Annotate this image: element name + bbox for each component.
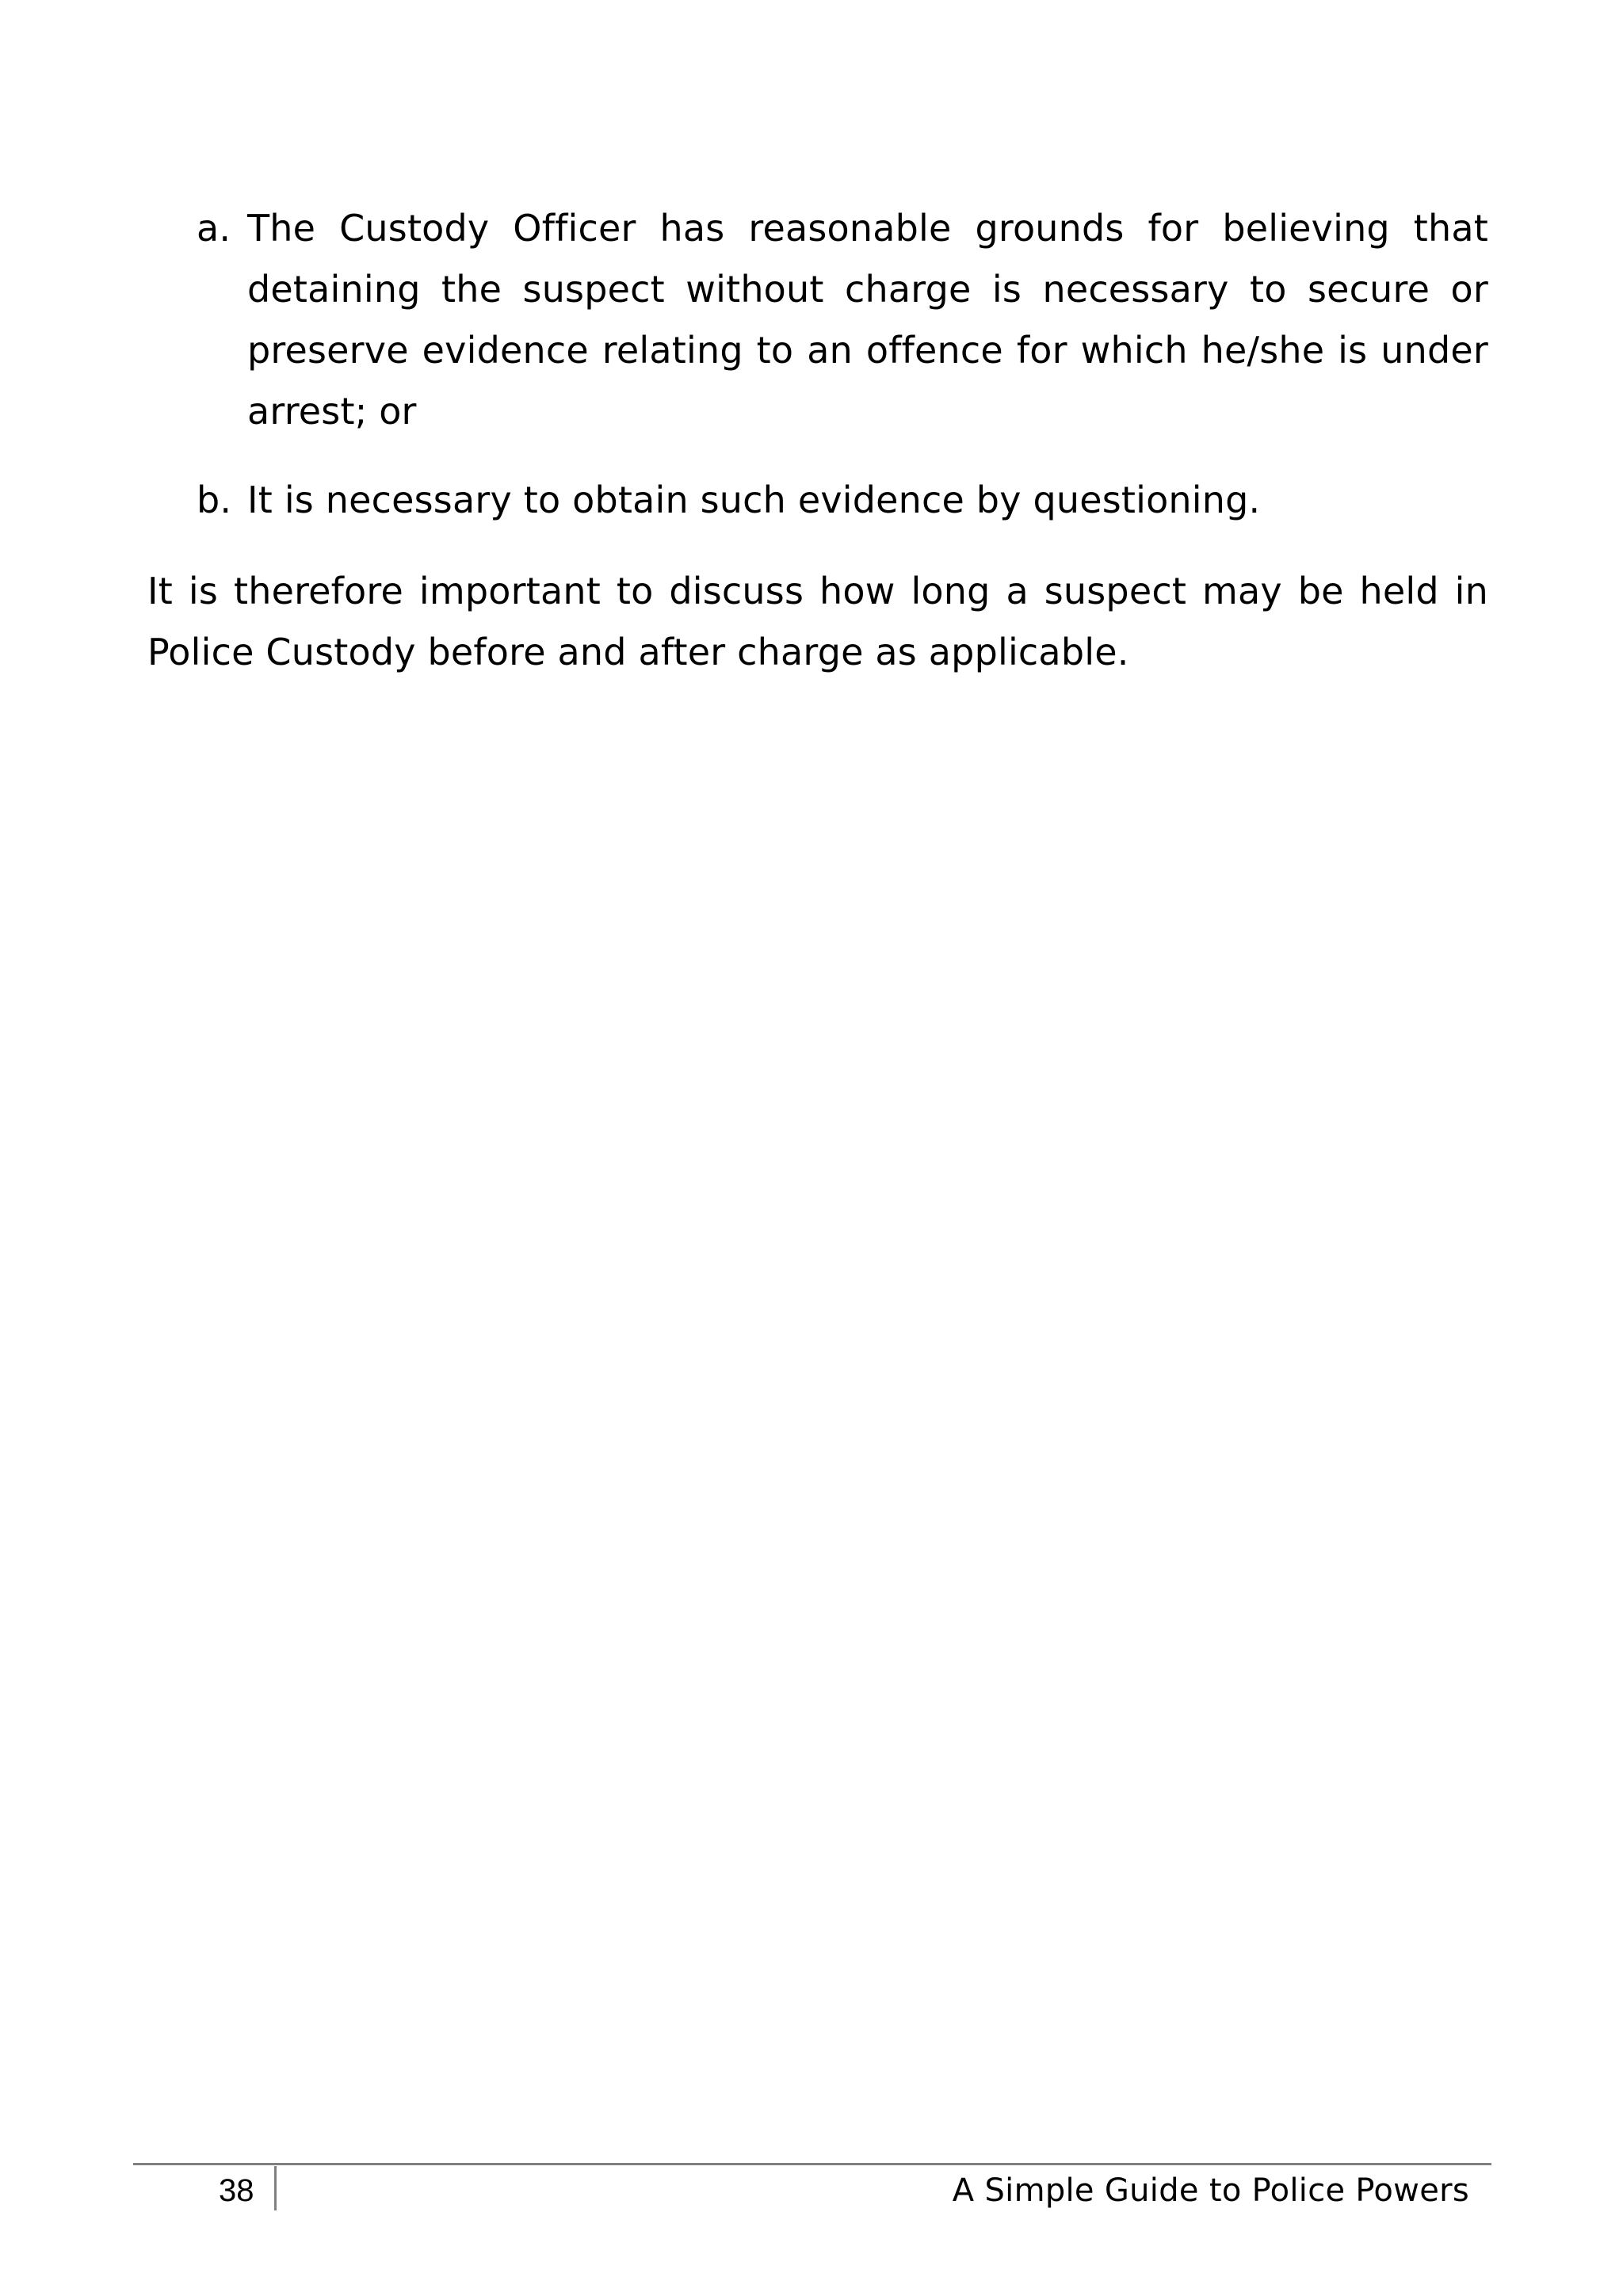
list-marker: b. [197, 479, 232, 521]
list-item [197, 198, 1488, 442]
footer-title: A Simple Guide to Police Powers [952, 2172, 1469, 2209]
page-number: 38 [219, 2173, 254, 2208]
body-paragraph: It is therefore important to discuss how long a suspect may be held in Police Custody before and after charge as applicable. [147, 570, 1488, 673]
list-item-text: It is necessary to obtain such evidence by questioning. [247, 479, 1261, 521]
list-marker: a. [197, 207, 231, 250]
footer-rule [133, 2163, 1491, 2165]
list-item-text: The Custody Officer has reasonable grounds for believing that detaining the suspect without charge is necessary to secure or preserve evidence relating to an offence for which he/she is under arrest; or [247, 207, 1488, 433]
list-item [197, 470, 1488, 531]
footer-divider [274, 2166, 277, 2210]
condition-list [197, 198, 1488, 531]
